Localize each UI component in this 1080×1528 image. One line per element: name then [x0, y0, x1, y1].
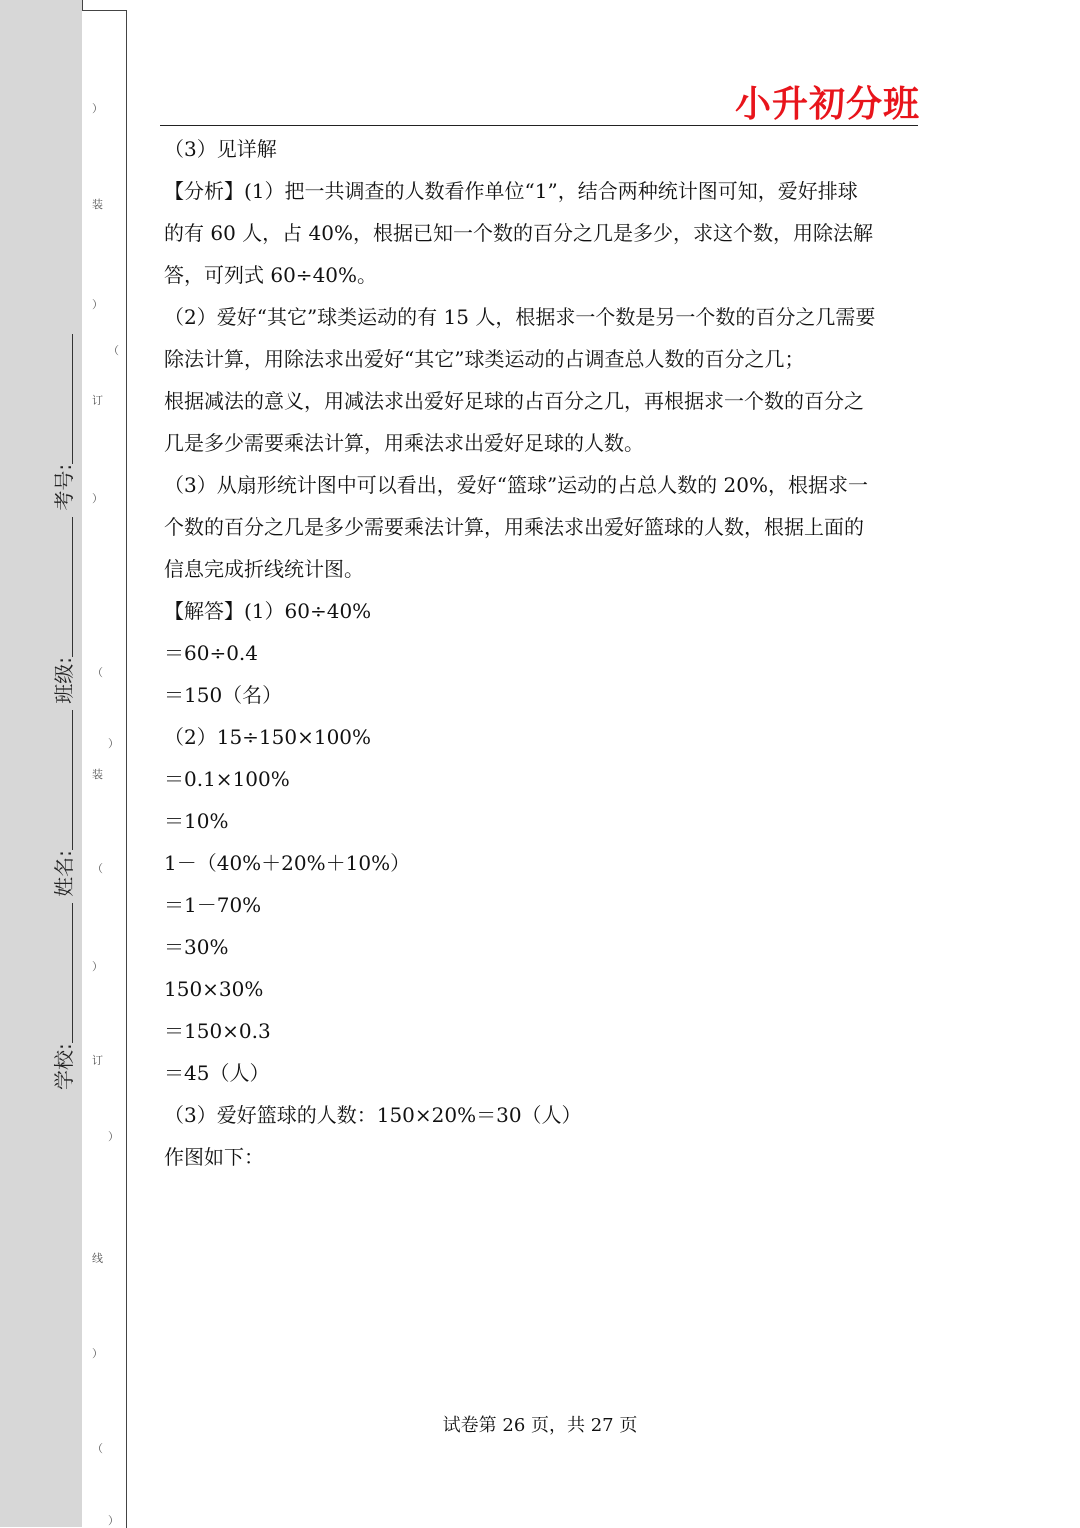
content-line: 的有 60 人，占 40%，根据已知一个数的百分之几是多少，求这个数，用除法解: [164, 221, 873, 245]
binding-mark: ）: [92, 298, 103, 311]
content-line: ＝150×0.3: [164, 1019, 271, 1043]
binding-mark: 装: [92, 198, 103, 211]
student-info-fields: [48, 334, 77, 1090]
page-footer: 试卷第 26 页，共 27 页: [442, 1415, 638, 1436]
content-line: 【解答】(1）60÷40%: [164, 599, 372, 623]
content-line: 几是多少需要乘法计算，用乘法求出爱好足球的人数。: [164, 431, 644, 455]
content-line: （3）从扇形统计图中可以看出，爱好“篮球”运动的占总人数的 20%，根据求一: [164, 473, 868, 497]
content-line: （2）15÷150×100%: [164, 725, 372, 749]
content-line: ＝0.1×100%: [164, 767, 290, 791]
content-line: ＝150（名）: [164, 683, 283, 707]
content-line: 作图如下：: [164, 1145, 264, 1169]
name-input-line: [58, 710, 73, 850]
answer-content: [164, 128, 918, 1178]
binding-mark: 订: [92, 1054, 103, 1067]
content-line: （2）爱好“其它”球类运动的有 15 人，根据求一个数是另一个数的百分之几需要: [164, 305, 876, 329]
school-input-line: [58, 903, 73, 1043]
binding-mark: ）: [108, 1130, 119, 1143]
binding-mark: （: [108, 344, 119, 357]
binding-mark: 装: [92, 768, 103, 781]
name-label: 姓名:: [52, 850, 76, 897]
binding-mark: ）: [92, 102, 103, 115]
content-line: 150×30%: [164, 977, 264, 1001]
binding-mark: （: [92, 862, 103, 875]
content-line: ＝60÷0.4: [164, 641, 259, 665]
content-line: ＝45（人）: [164, 1061, 270, 1085]
content-line: ＝1－70%: [164, 893, 262, 917]
binding-mark: （: [92, 666, 103, 679]
binding-mark: 订: [92, 394, 103, 407]
content-line: ＝30%: [164, 935, 229, 959]
content-line: （3）见详解: [164, 137, 277, 161]
binding-mark: ）: [92, 1347, 103, 1360]
content-line: 除法计算，用除法求出爱好“其它”球类运动的占调查总人数的百分之几；: [164, 347, 805, 371]
binding-mark: ）: [108, 1514, 119, 1527]
class-input-line: [58, 517, 73, 657]
content-line: 1－（40%＋20%＋10%）: [164, 851, 411, 875]
content-line: 信息完成折线统计图。: [164, 557, 364, 581]
content-line: 答，可列式 60÷40%。: [164, 263, 378, 287]
binding-mark: 线: [92, 1252, 103, 1265]
school-label: 学校:: [52, 1043, 76, 1090]
content-line: 个数的百分之几是多少需要乘法计算，用乘法求出爱好篮球的人数，根据上面的: [164, 515, 864, 539]
brand-title: 小升初分班: [734, 84, 920, 125]
content-line: ＝10%: [164, 809, 229, 833]
class-label: 班级:: [52, 657, 76, 704]
content-line: 根据减法的意义，用减法求出爱好足球的占百分之几，再根据求一个数的百分之: [164, 389, 864, 413]
binding-mark: （: [92, 1442, 103, 1455]
binding-column: [82, 10, 127, 1528]
header-rule: [160, 125, 918, 126]
binding-mark: ）: [92, 492, 103, 505]
content-line: （3）爱好篮球的人数：150×20%＝30（人）: [164, 1103, 582, 1127]
exam-no-label: 考号:: [52, 463, 76, 511]
binding-mark: ）: [92, 960, 103, 973]
exam-no-input-line: [58, 334, 73, 464]
content-line: 【分析】(1）把一共调查的人数看作单位“1”，结合两种统计图可知，爱好排球: [164, 179, 858, 203]
binding-mark: ）: [108, 737, 119, 750]
